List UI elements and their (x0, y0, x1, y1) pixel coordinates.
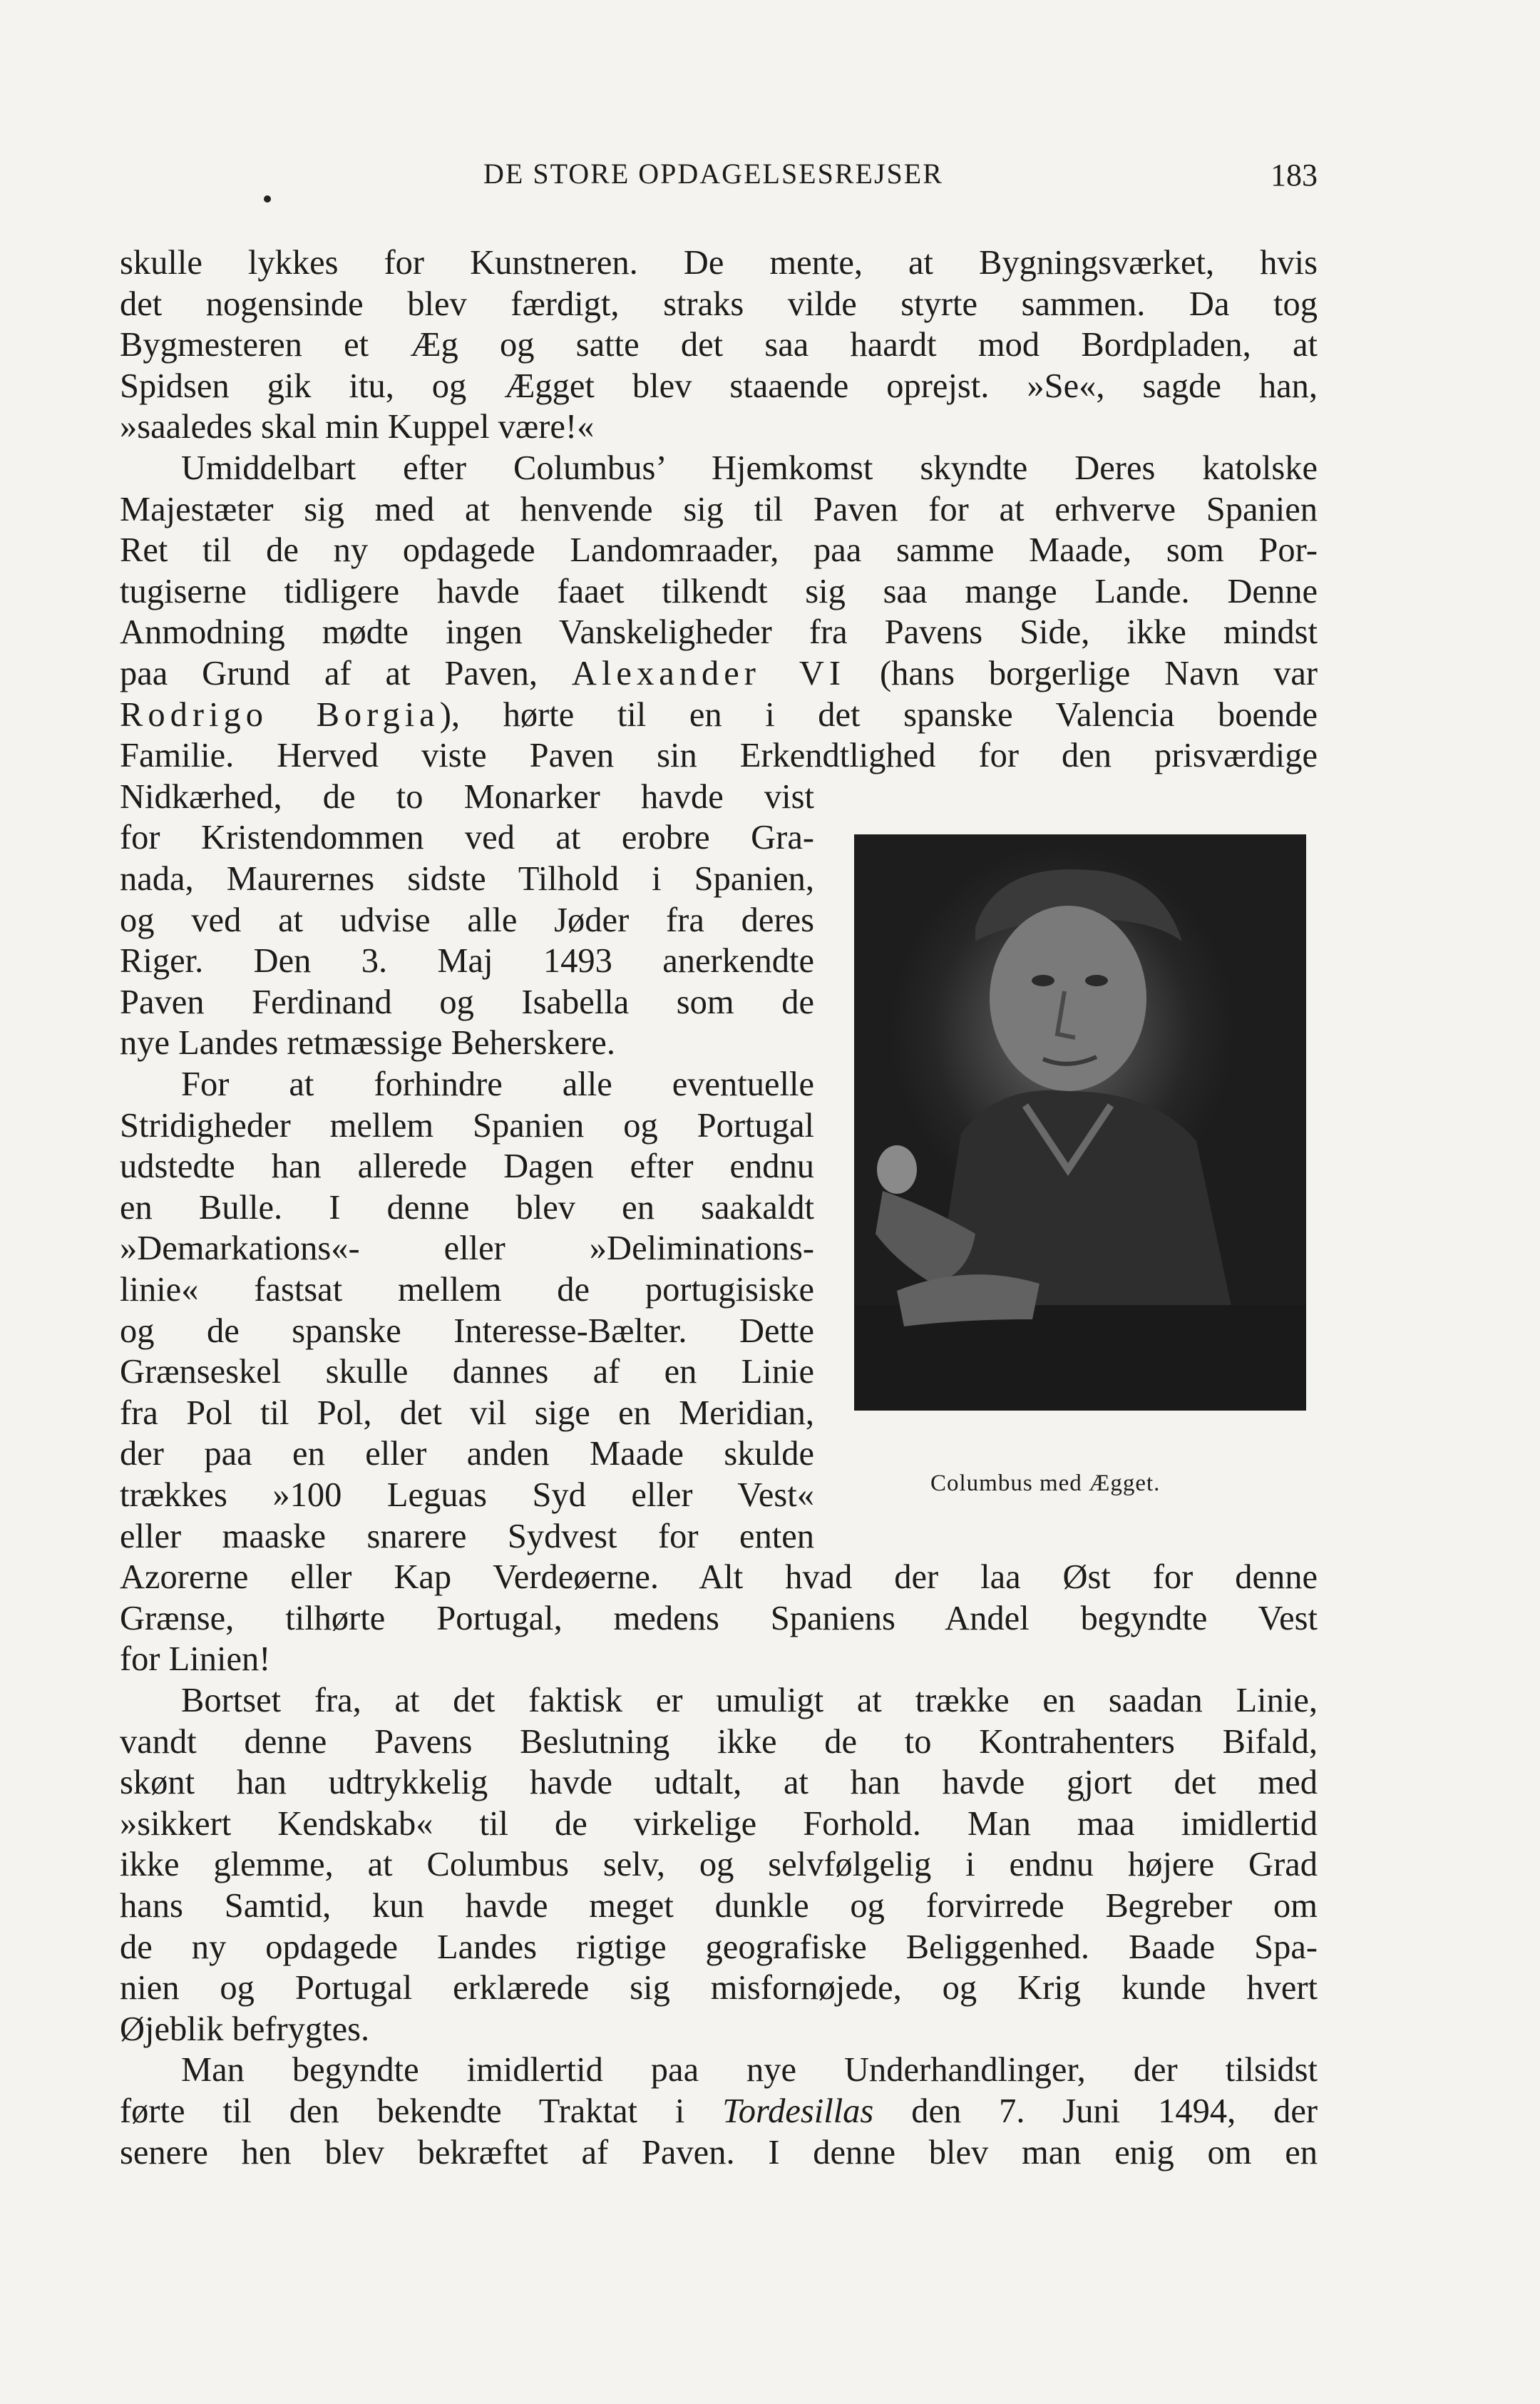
figure-caption: Columbus med Ægget. (930, 1470, 1161, 1496)
text-line: ikke glemme, at Columbus selv, og selvfølgelig i endnu højere Grad (120, 1846, 1318, 1883)
page-header (120, 157, 1318, 200)
text-line: Grænse, tilhørte Portugal, medens Spaniens Andel begyndte Vest (120, 1600, 1318, 1637)
text-line: det nogensinde blev færdigt, straks vilde styrte sammen. Da tog (120, 285, 1318, 323)
text-line: »saaledes skal min Kuppel være!« (120, 408, 595, 446)
text-line: og ved at udvise alle Jøder fra deres (120, 901, 814, 939)
text-line: førte til den bekendte Traktat i Tordesillas den 7. Juni 1494, der (120, 2092, 1318, 2130)
text-line: »sikkert Kendskab« til de virkelige Forhold. Man maa imidlertid (120, 1805, 1318, 1843)
columbus-portrait (854, 834, 1306, 1411)
spaced-name: Alexander VI (571, 655, 846, 692)
text-line: de ny opdagede Landes rigtige geografiske Beliggenhed. Baade Spa- (120, 1928, 1318, 1966)
text-line: skønt han udtrykkelig havde udtalt, at han havde gjort det med (120, 1764, 1318, 1801)
text-line: Bygmesteren et Æg og satte det saa haardt mod Bordpladen, at (120, 326, 1318, 364)
print-speck (264, 195, 271, 203)
text-line: Familie. Herved viste Paven sin Erkendtlighed for den prisværdige (120, 737, 1318, 774)
text-line: For at forhindre alle eventuelle (181, 1065, 814, 1103)
text-line: Umiddelbart efter Columbus’ Hjemkomst skyndte Deres katolske (181, 449, 1318, 487)
text-line: nien og Portugal erklærede sig misfornøjede, og Krig kunde hvert (120, 1969, 1318, 2007)
text-line: paa Grund af at Paven, Alexander VI (hans borgerlige Navn var (120, 655, 1318, 692)
text-line: der paa en eller anden Maade skulde (120, 1435, 814, 1473)
text-line: for Kristendommen ved at erobre Gra- (120, 819, 814, 856)
portrait-photo-icon (854, 834, 1306, 1411)
text-line: Nidkærhed, de to Monarker havde vist (120, 778, 814, 816)
spaced-name: Rodrigo Borgia (120, 696, 440, 734)
text-line: hans Samtid, kun havde meget dunkle og forvirrede Begreber om (120, 1887, 1318, 1925)
text-line: udstedte han allerede Dagen efter endnu (120, 1147, 814, 1185)
text-line: Anmodning mødte ingen Vanskeligheder fra Pavens Side, ikke mindst (120, 613, 1318, 651)
text-line: vandt denne Pavens Beslutning ikke de to Kontrahenters Bifald, (120, 1723, 1318, 1761)
text-line: Majestæter sig med at henvende sig til Paven for at erhverve Spanien (120, 491, 1318, 528)
text-line: Spidsen gik itu, og Ægget blev staaende oprejst. »Se«, sagde han, (120, 367, 1318, 405)
text-line: »Demarkations«- eller »Deliminations- (120, 1229, 814, 1267)
text-line: Bortset fra, at det faktisk er umuligt at trække en saadan Linie, (181, 1682, 1318, 1719)
text-line: for Linien! (120, 1640, 271, 1678)
text-line: en Bulle. I denne blev en saakaldt (120, 1189, 814, 1227)
text-line: Man begyndte imidlertid paa nye Underhandlinger, der tilsidst (181, 2051, 1318, 2089)
text-line: Riger. Den 3. Maj 1493 anerkendte (120, 942, 814, 980)
text-line: Paven Ferdinand og Isabella som de (120, 983, 814, 1021)
text-line: tugiserne tidligere havde faaet tilkendt sig saa mange Lande. Denne (120, 573, 1318, 610)
running-title: DE STORE OPDAGELSESREJSER (483, 158, 943, 190)
page-number: 183 (1270, 158, 1318, 193)
text-line: Grænseskel skulle dannes af en Linie (120, 1353, 814, 1391)
text-line: eller maaske snarere Sydvest for enten (120, 1518, 814, 1555)
italic-place-name: Tordesillas (722, 2092, 874, 2130)
text-line: Azorerne eller Kap Verdeøerne. Alt hvad der laa Øst for denne (120, 1558, 1318, 1596)
text-line: Rodrigo Borgia), hørte til en i det spanske Valencia boende (120, 696, 1318, 734)
text-line: fra Pol til Pol, det vil sige en Meridian, (120, 1394, 814, 1432)
text-line: linie« fastsat mellem de portugisiske (120, 1271, 814, 1309)
text-line: skulle lykkes for Kunstneren. De mente, at Bygningsværket, hvis (120, 244, 1318, 282)
text-line: Stridigheder mellem Spanien og Portugal (120, 1107, 814, 1145)
text-line: trækkes »100 Leguas Syd eller Vest« (120, 1476, 814, 1514)
text-line: og de spanske Interesse-Bælter. Dette (120, 1312, 814, 1350)
text-line: Øjeblik befrygtes. (120, 2010, 370, 2048)
text-line: nada, Maurernes sidste Tilhold i Spanien, (120, 860, 814, 898)
text-line: Ret til de ny opdagede Landomraader, paa samme Maade, som Por- (120, 531, 1318, 569)
text-line: nye Landes retmæssige Beherskere. (120, 1024, 615, 1062)
text-line: senere hen blev bekræftet af Paven. I denne blev man enig om en (120, 2134, 1318, 2172)
